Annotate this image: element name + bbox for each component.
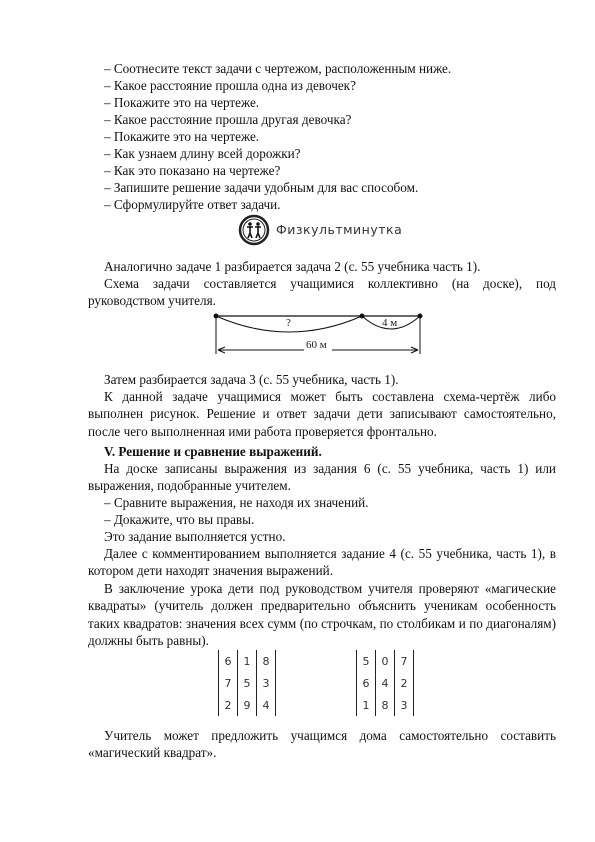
square2-cell: 4 bbox=[376, 672, 395, 694]
question-1: – Соотнесите текст задачи с чертежом, расположенным ниже. bbox=[104, 61, 452, 76]
total-label: 60 м bbox=[306, 339, 327, 351]
task-scheme-diagram bbox=[200, 308, 430, 358]
question-prove: – Докажите, что вы правы. bbox=[104, 512, 255, 527]
square1-cell: 8 bbox=[257, 650, 276, 672]
paragraph-magic: В заключение урока дети под руководством учителя проверяют «магические квадраты» (учитель должен предварительно объяснить ученикам особенность таких квадратов: значения всех сумм (по строчкам, по столбикам и по диагоналям) должны быть равны). bbox=[88, 581, 556, 649]
square2-cell: 1 bbox=[357, 694, 376, 716]
question-compare: – Сравните выражения, не находя их значений. bbox=[104, 495, 369, 510]
question-2: – Какое расстояние прошла одна из девочек? bbox=[104, 78, 356, 93]
square1-cell: 2 bbox=[219, 694, 238, 716]
paragraph-task3: Затем разбирается задача 3 (с. 55 учебника, часть 1). bbox=[104, 372, 399, 387]
phys-break-label: Физкультминутка bbox=[276, 222, 403, 237]
square2-cell: 8 bbox=[376, 694, 395, 716]
square1-cell: 7 bbox=[219, 672, 238, 694]
question-8: – Запишите решение задачи удобным для вас способом. bbox=[104, 180, 419, 195]
square1-cell: 6 bbox=[219, 650, 238, 672]
question-3: – Покажите это на чертеже. bbox=[104, 95, 260, 110]
question-9: – Сформулируйте ответ задачи. bbox=[104, 197, 281, 212]
magic-square-2 bbox=[356, 650, 414, 716]
square2-cell: 6 bbox=[357, 672, 376, 694]
paragraph-task3-detail: К данной задаче учащимися может быть составлена схема-чертёж либо выполнен рисунок. Решение и ответ задачи дети записывают самостоятельно, после чего выполненная ими работа проверяется фронтально. bbox=[88, 389, 556, 439]
paragraph-task2: Аналогично задаче 1 разбирается задача 2 (с. 55 учебника часть 1). bbox=[104, 259, 481, 274]
section-heading: V. Решение и сравнение выражений. bbox=[104, 444, 322, 459]
unknown-label: ? bbox=[286, 317, 291, 329]
question-7: – Как это показано на чертеже? bbox=[104, 163, 281, 178]
square2-cell: 0 bbox=[376, 650, 395, 672]
paragraph-task4: Далее с комментированием выполняется задание 4 (с. 55 учебника, часть 1), в котором дети находят значения выражений. bbox=[88, 546, 556, 579]
square1-cell: 4 bbox=[257, 694, 276, 716]
question-6: – Как узнаем длину всей дорожки? bbox=[104, 146, 301, 161]
paragraph-homework: Учитель может предложить учащимся дома самостоятельно составить «магический квадрат». bbox=[88, 728, 556, 761]
question-4: – Какое расстояние прошла другая девочка? bbox=[104, 112, 352, 127]
exercising-people-icon bbox=[238, 214, 272, 246]
phys-break-emblem bbox=[238, 214, 408, 246]
part-label: 4 м bbox=[382, 317, 398, 329]
square2-cell: 7 bbox=[395, 650, 414, 672]
square1-cell: 1 bbox=[238, 650, 257, 672]
paragraph-oral: Это задание выполняется устно. bbox=[104, 529, 286, 544]
question-5: – Покажите это на чертеже. bbox=[104, 129, 260, 144]
square2-cell: 2 bbox=[395, 672, 414, 694]
square2-cell: 3 bbox=[395, 694, 414, 716]
square1-cell: 9 bbox=[238, 694, 257, 716]
square1-cell: 5 bbox=[238, 672, 257, 694]
square2-cell: 5 bbox=[357, 650, 376, 672]
paragraph-board: На доске записаны выражения из задания 6 (с. 55 учебника, часть 1) или выражения, подобранные учителем. bbox=[88, 461, 556, 494]
square1-cell: 3 bbox=[257, 672, 276, 694]
magic-square-1 bbox=[218, 650, 276, 716]
paragraph-scheme: Схема задачи составляется учащимися коллективно (на доске), под руководством учителя. bbox=[88, 276, 556, 309]
